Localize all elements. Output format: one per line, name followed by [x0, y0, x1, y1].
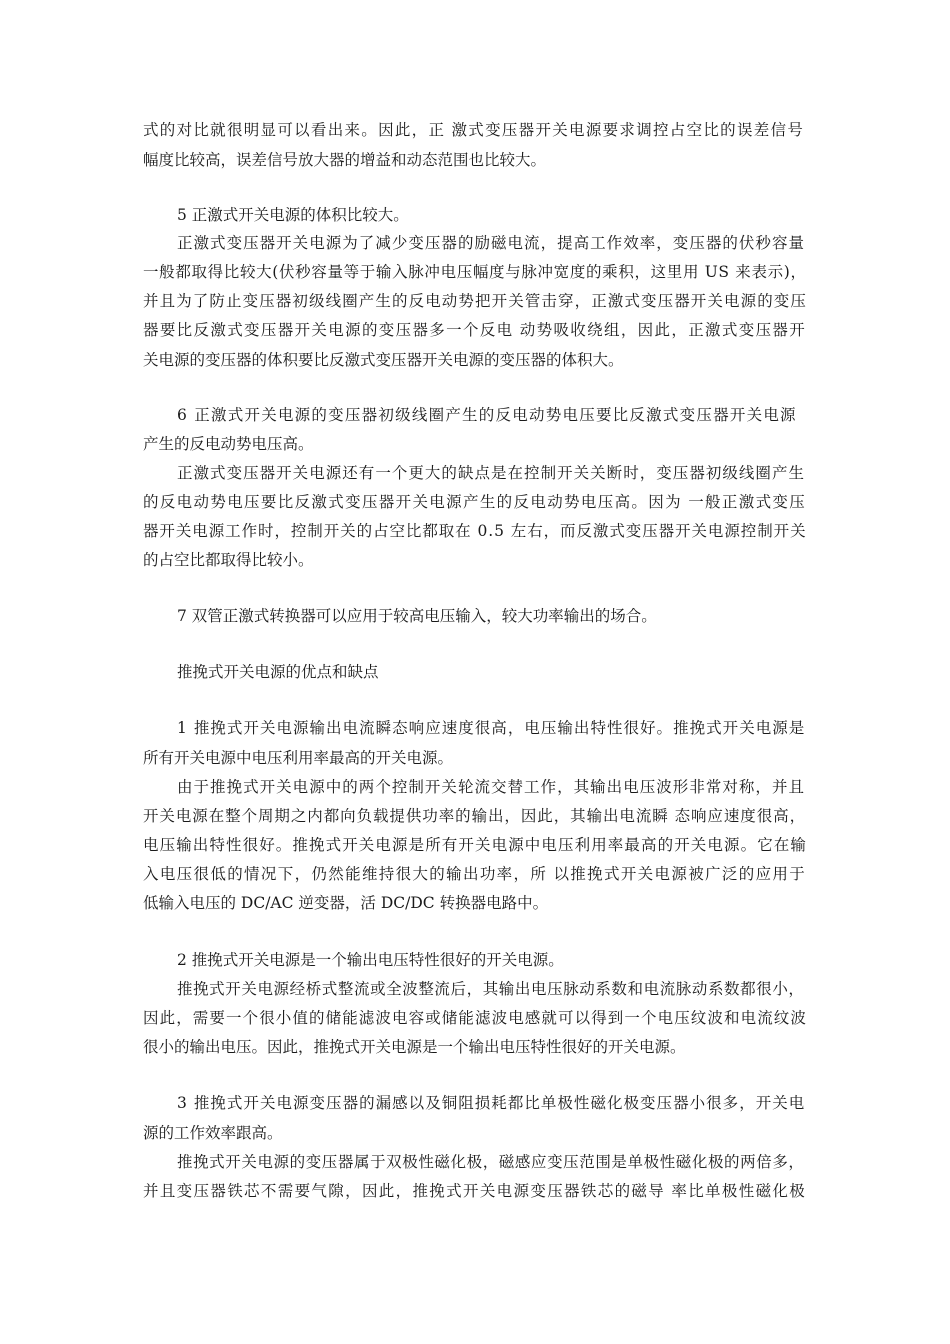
text-line: 并且为了防止变压器初级线圈产生的反电动势把开关管击穿，正激式变压器开关电源的变压 [143, 292, 808, 310]
text-line: 所有开关电源中电压利用率最高的开关电源。 [143, 749, 454, 767]
text-line: 由于推挽式开关电源中的两个控制开关轮流交替工作，其输出电压波形非常对称，并且 [177, 778, 806, 796]
text-line: 因此，需要一个很小值的储能滤波电容或储能滤波电感就可以得到一个电压纹波和电流纹波 [143, 1009, 808, 1027]
text-line: 推挽式开关电源经桥式整流或全波整流后，其输出电压脉动系数和电流脉动系数都很小， [177, 980, 805, 998]
text-line: 的反电动势电压要比反激式变压器开关电源产生的反电动势电压高。因为 一般正激式变压 [143, 493, 807, 511]
text-line: 7 双管正激式转换器可以应用于较高电压输入，较大功率输出的场合。 [177, 607, 657, 625]
text-line: 很小的输出电压。因此，推挽式开关电源是一个输出电压特性很好的开关电源。 [143, 1038, 686, 1056]
text-line: 正激式变压器开关电源为了减少变压器的励磁电流，提高工作效率，变压器的伏秒容量 [177, 234, 806, 252]
text-line: 幅度比较高，误差信号放大器的增益和动态范围也比较大。 [143, 151, 547, 169]
text-line: 推挽式开关电源的优点和缺点 [177, 663, 379, 681]
text-line: 关电源的变压器的体积要比反激式变压器开关电源的变压器的体积大。 [143, 351, 624, 369]
text-line: 的占空比都取得比较小。 [143, 551, 314, 569]
text-line: 并且变压器铁芯不需要气隙，因此，推挽式开关电源变压器铁芯的磁导 率比单极性磁化极 [143, 1182, 807, 1200]
text-line: 入电压很低的情况下，仍然能维持很大的输出功率，所 以推挽式开关电源被广泛的应用于 [143, 865, 807, 883]
text-line: 电压输出特性很好。推挽式开关电源是所有开关电源中电压利用率最高的开关电源。它在输 [143, 836, 808, 854]
text-line: 器要比反激式变压器开关电源的变压器多一个反电 动势吸收绕组，因此，正激式变压器开 [143, 321, 807, 339]
text-line: 6 正激式开关电源的变压器初级线圈产生的反电动势电压要比反激式变压器开关电源 [177, 406, 797, 424]
text-line: 开关电源在整个周期之内都向负载提供功率的输出，因此，其输出电流瞬 态响应速度很高， [143, 807, 807, 825]
text-line: 式的对比就很明显可以看出来。因此，正 激式变压器开关电源要求调控占空比的误差信号 [143, 121, 805, 139]
text-line: 器开关电源工作时，控制开关的占空比都取在 0.5 左右，而反激式变压器开关电源控制开关 [143, 522, 807, 540]
text-line: 2 推挽式开关电源是一个输出电压特性很好的开关电源。 [177, 951, 564, 969]
text-line: 产生的反电动势电压高。 [143, 435, 314, 453]
text-line: 1 推挽式开关电源输出电流瞬态响应速度很高，电压输出特性很好。推挽式开关电源是 [177, 719, 806, 737]
text-line: 一般都取得比较大(伏秒容量等于输入脉冲电压幅度与脉冲宽度的乘积，这里用 US 来表示)， [143, 263, 807, 281]
text-line: 推挽式开关电源的变压器属于双极性磁化极，磁感应变压范围是单极性磁化极的两倍多， [177, 1153, 805, 1171]
text-line: 低输入电压的 DC/AC 逆变器，活 DC/DC 转换器电路中。 [143, 894, 549, 912]
text-line: 源的工作效率跟高。 [143, 1124, 283, 1142]
text-line: 3 推挽式开关电源变压器的漏感以及铜阻损耗都比单极性磁化极变压器小很多，开关电 [177, 1094, 806, 1112]
text-line: 5 正激式开关电源的体积比较大。 [177, 206, 409, 224]
text-line: 正激式变压器开关电源还有一个更大的缺点是在控制开关关断时，变压器初级线圈产生 [177, 464, 806, 482]
